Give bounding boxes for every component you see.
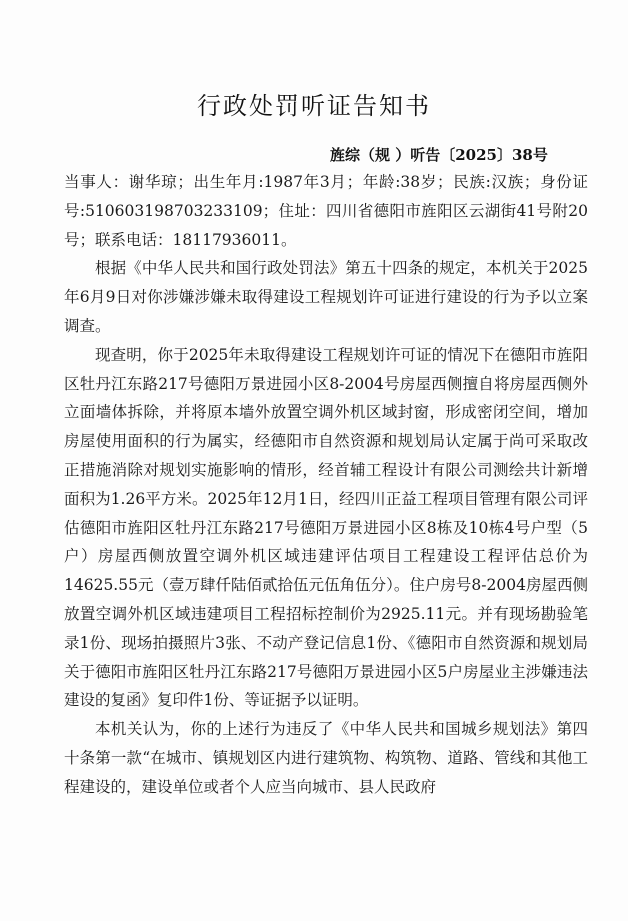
document-title: 行政处罚听证告知书: [197, 92, 431, 120]
document-body: [64, 168, 588, 802]
legal-basis-paragraph: 根据《中华人民共和国行政处罚法》第五十四条的规定，本机关于2025年6月9日对你涉嫌涉嫌未取得建设工程规划许可证进行建设的行为予以立案调查。: [64, 259, 588, 335]
determination-paragraph: 本机关认为，你的上述行为违反了《中华人民共和国城乡规划法》第四十条第一款“在城市、镇规划区内进行建筑物、构筑物、道路、管线和其他工程建设的，建设单位或者个人应当向城市、县人民政府: [64, 720, 588, 796]
document-number: 旌综（规 ）听告〔2025〕38号: [330, 146, 548, 164]
party-info-paragraph: 当事人：谢华琼；出生年月:1987年3月；年龄:38岁；民族:汉族；身份证号:510603198703233109；住址：四川省德阳市旌阳区云湖街41号附20号；联系电话：18117936011。: [64, 173, 588, 249]
findings-paragraph: 现查明，你于2025年未取得建设工程规划许可证的情况下在德阳市旌阳区牡丹江东路217号德阳万景进园小区8-2004号房屋西侧擅自将房屋西侧外立面墙体拆除，并将原本墙外放置空调外机区域封窗，形成密闭空间，增加房屋使用面积的行为属实，经德阳市自然资源和规划局认定属于尚可采取改正措施消除对规划实施影响的情形，经首辅工程设计有限公司测绘共计新增面积为1.26平方米。2025年12月1日，经四川正益工程项目管理有限公司评估德阳市旌阳区牡丹江东路217号德阳万景进园小区8栋及10栋4号户型（5户）房屋西侧放置空调外机区域违建评估项目工程建设工程评估总价为14625.55元（壹万肆仟陆佰贰拾伍元伍角伍分）。住户房号8-2004房屋西侧放置空调外机区域违建项目工程招标控制价为2925.11元。并有现场勘验笔录1份、现场拍摄照片3张、不动产登记信息1份、《德阳市自然资源和规划局关于德阳市旌阳区牡丹江东路217号德阳万景进园小区5户房屋业主涉嫌违法建设的复函》复印件1份、等证据予以证明。: [64, 345, 588, 710]
